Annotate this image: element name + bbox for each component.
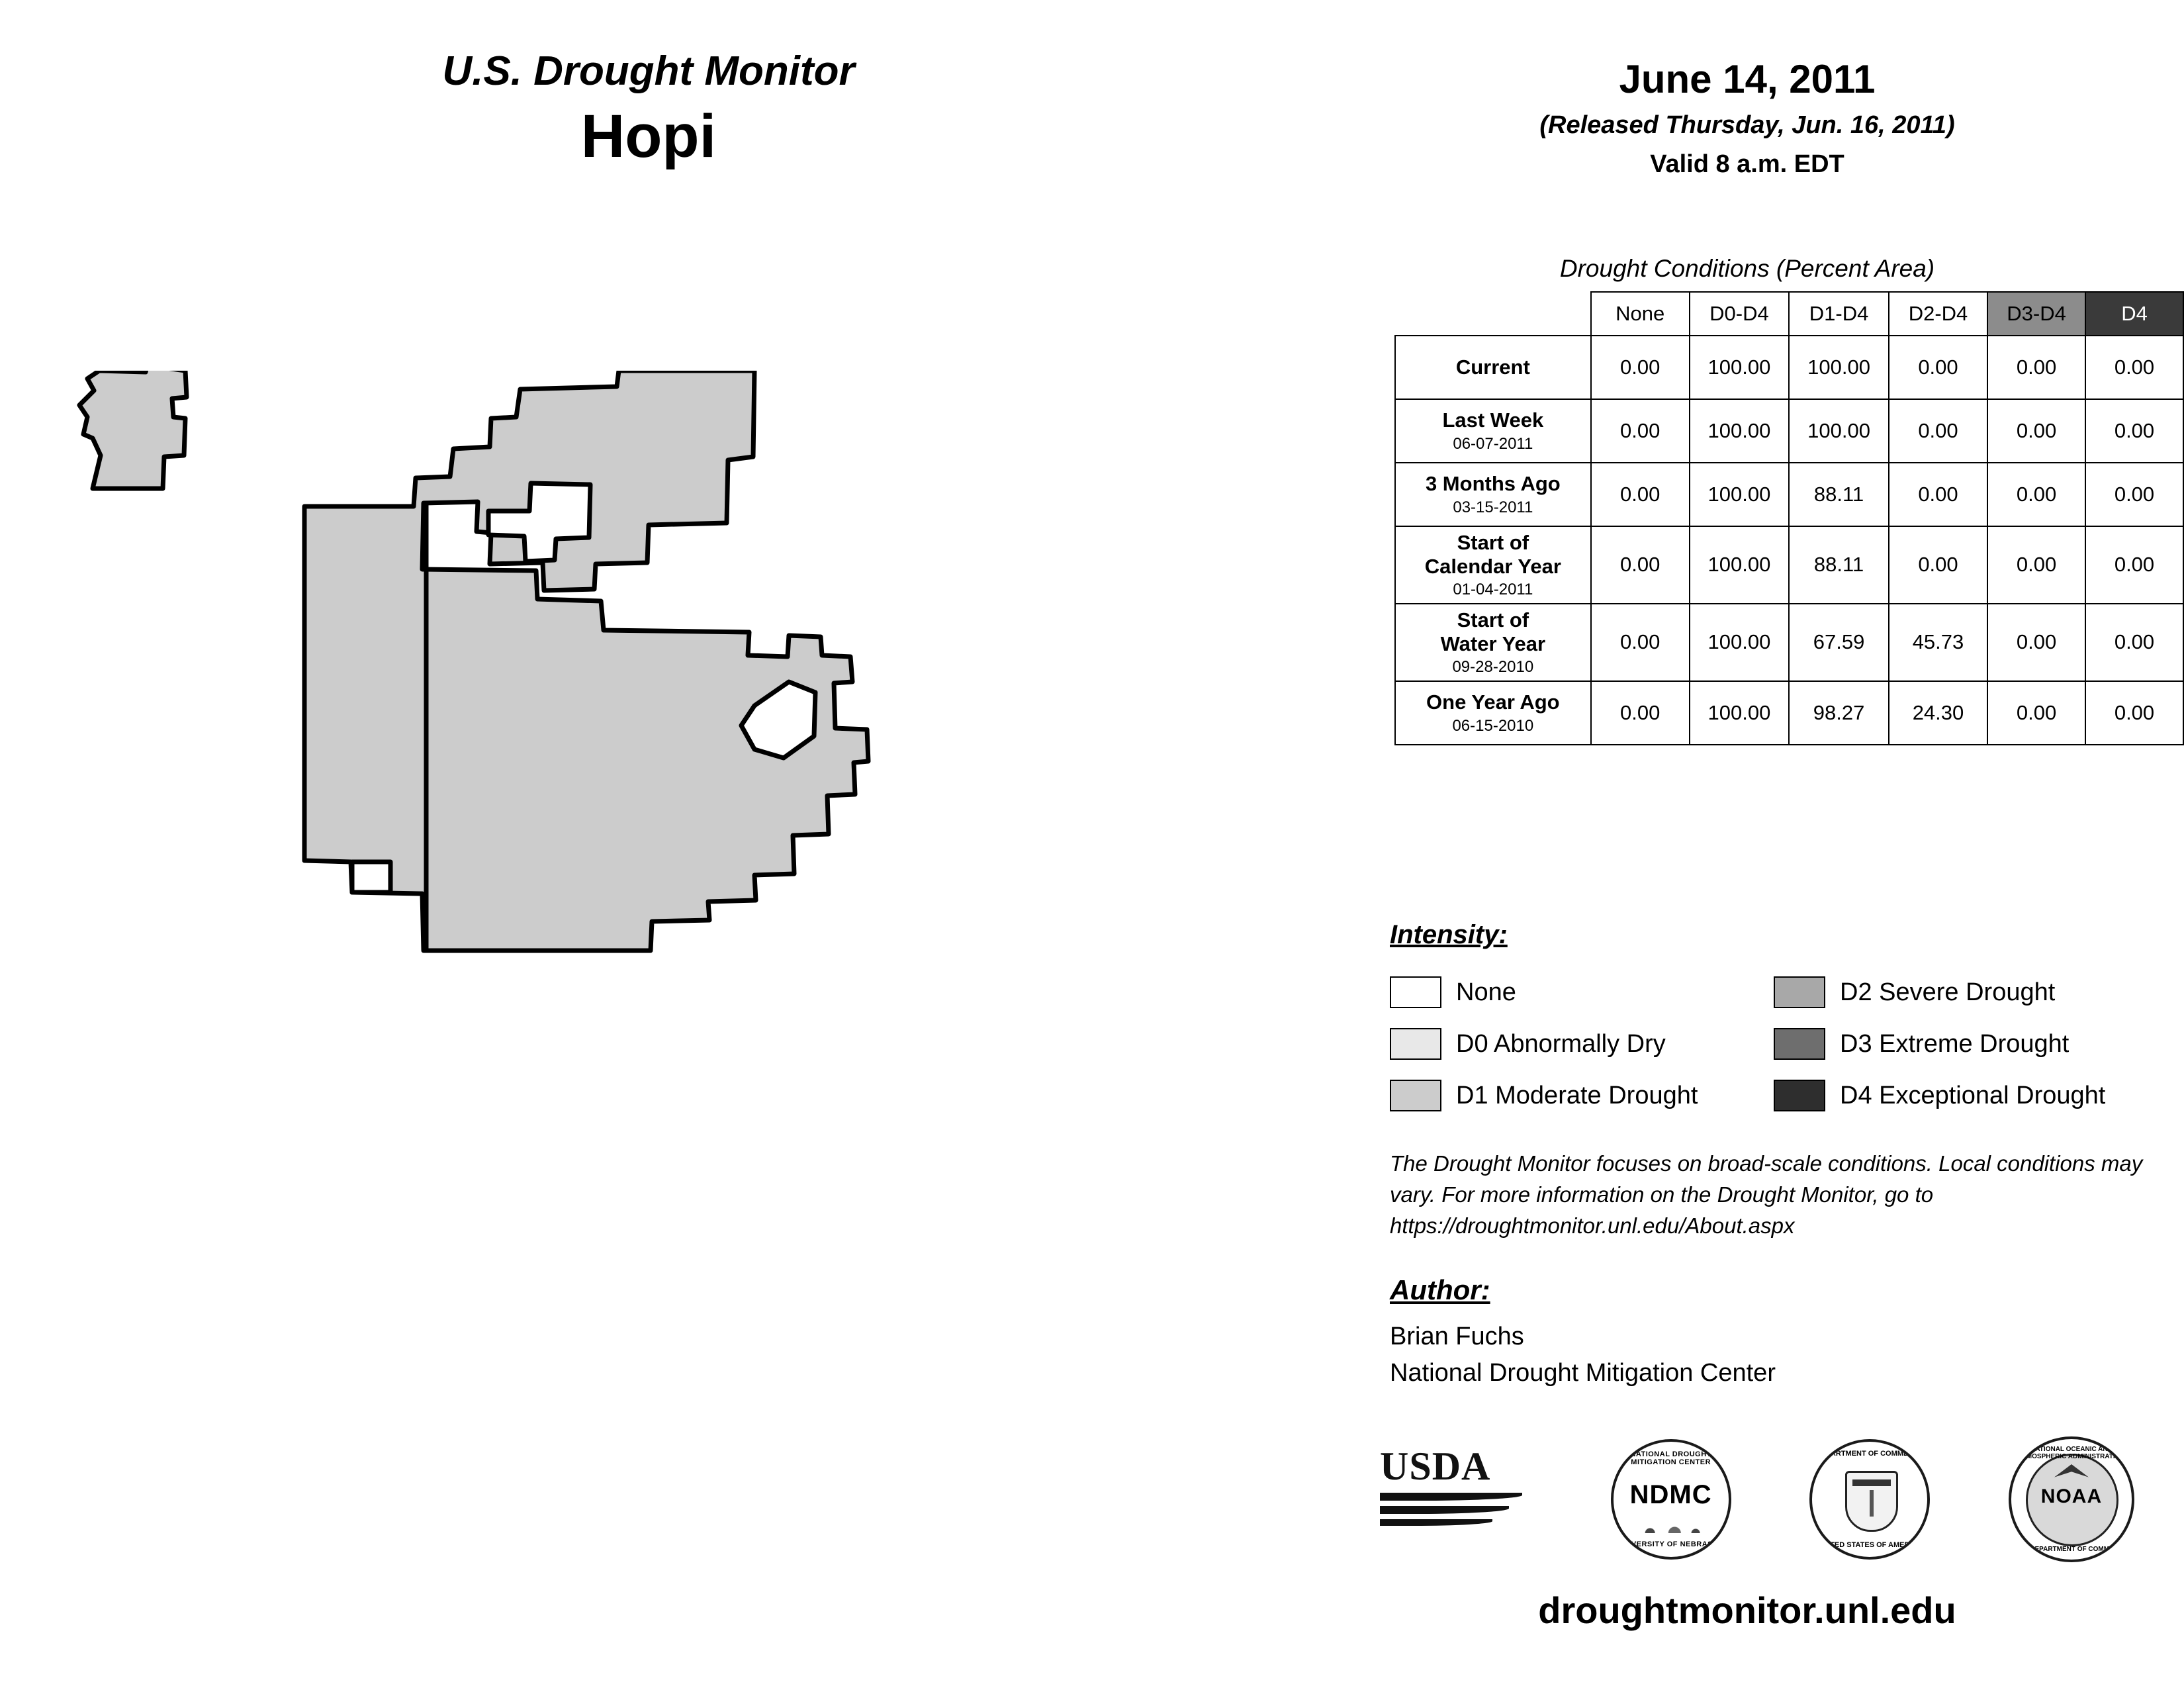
valid-time: Valid 8 a.m. EDT	[1650, 150, 1844, 178]
cell-wateryear-d3d4: 0.00	[1987, 604, 2085, 681]
legend-swatch-d0	[1390, 1028, 1441, 1060]
drought-map	[53, 371, 1350, 1628]
cell-3months-d2d4: 0.00	[1889, 463, 1987, 526]
column-header-d4: D4	[2085, 292, 2183, 336]
department-of-commerce-logo	[1809, 1439, 1930, 1560]
drought-conditions-table	[1394, 291, 2184, 745]
row-label-text-line1: Start of	[1457, 608, 1529, 632]
table-row	[1395, 681, 2183, 745]
cell-wateryear-d0d4: 100.00	[1690, 604, 1790, 681]
ndmc-ring-bottom-text: UNIVERSITY OF NEBRASKA	[1617, 1540, 1724, 1548]
legend-swatch-d2	[1774, 976, 1825, 1008]
doc-shield-icon	[1845, 1471, 1898, 1532]
row-label-text: One Year Ago	[1426, 690, 1560, 714]
program-title: U.S. Drought Monitor	[442, 48, 855, 94]
table-row	[1395, 399, 2183, 463]
cell-oneyear-d4: 0.00	[2085, 681, 2183, 745]
cell-wateryear-none: 0.00	[1591, 604, 1690, 681]
usda-swoosh-icon	[1380, 1490, 1522, 1527]
cell-calyear-d0d4: 100.00	[1690, 526, 1790, 604]
cell-current-d1d4: 100.00	[1789, 336, 1889, 399]
table-caption: Drought Conditions (Percent Area)	[1559, 255, 1935, 282]
row-label-text-line1: Start of	[1457, 531, 1529, 554]
row-label-three-months-ago	[1395, 463, 1591, 526]
usda-wordmark: USDA	[1380, 1444, 1491, 1488]
column-header-none: None	[1591, 292, 1690, 336]
cell-wateryear-d1d4: 67.59	[1789, 604, 1889, 681]
table-row	[1395, 463, 2183, 526]
column-header-d1d4: D1-D4	[1789, 292, 1889, 336]
cell-calyear-d1d4: 88.11	[1789, 526, 1889, 604]
cell-oneyear-d0d4: 100.00	[1690, 681, 1790, 745]
usda-logo	[1380, 1446, 1532, 1552]
row-label-start-water-year	[1395, 604, 1591, 681]
table-header-row	[1395, 292, 2183, 336]
row-label-text: Last Week	[1442, 408, 1544, 432]
cell-current-d4: 0.00	[2085, 336, 2183, 399]
author-heading: Author:	[1390, 1274, 1490, 1305]
row-label-date: 06-15-2010	[1452, 716, 1534, 735]
legend-item-none	[1390, 966, 1698, 1018]
author-affiliation: National Drought Mitigation Center	[1390, 1359, 1776, 1387]
legend-item-d0	[1390, 1018, 1698, 1070]
row-label-last-week	[1395, 399, 1591, 463]
noaa-seal-icon	[2009, 1436, 2134, 1562]
cell-3months-d0d4: 100.00	[1690, 463, 1790, 526]
legend-item-d4	[1774, 1070, 2105, 1121]
cell-calyear-none: 0.00	[1591, 526, 1690, 604]
legend-item-d1	[1390, 1070, 1698, 1121]
column-header-d0d4: D0-D4	[1690, 292, 1790, 336]
logo-strip	[1380, 1436, 2134, 1562]
column-header-d2d4: D2-D4	[1889, 292, 1987, 336]
legend-item-d3	[1774, 1018, 2105, 1070]
row-label-date: 09-28-2010	[1452, 658, 1534, 677]
cell-oneyear-d2d4: 24.30	[1889, 681, 1987, 745]
row-label-text-line2: Calendar Year	[1424, 554, 1561, 578]
table-row	[1395, 336, 2183, 399]
legend-column-left	[1390, 966, 1698, 1121]
table-corner-cell	[1395, 292, 1591, 336]
map-bottom-notch	[352, 862, 390, 892]
column-header-d3d4: D3-D4	[1987, 292, 2085, 336]
cell-lastweek-d3d4: 0.00	[1987, 399, 2085, 463]
row-label-one-year-ago	[1395, 681, 1591, 745]
cell-current-none: 0.00	[1591, 336, 1690, 399]
cell-lastweek-none: 0.00	[1591, 399, 1690, 463]
noaa-wordmark: NOAA	[2040, 1485, 2103, 1507]
legend-label-d3: D3 Extreme Drought	[1840, 1029, 2070, 1058]
noaa-ring-bottom-text: U.S. DEPARTMENT OF COMMERCE	[2015, 1546, 2128, 1553]
noaa-ring-top-text: NATIONAL OCEANIC AND ATMOSPHERIC ADMINISTRATION	[2018, 1446, 2125, 1460]
legend-swatch-d4	[1774, 1080, 1825, 1111]
map-svg	[53, 371, 1350, 1628]
cell-oneyear-none: 0.00	[1591, 681, 1690, 745]
cell-calyear-d4: 0.00	[2085, 526, 2183, 604]
row-label-date: 01-04-2011	[1453, 581, 1533, 599]
ndmc-seal-icon	[1611, 1439, 1731, 1560]
date-block	[1357, 56, 2138, 179]
ndmc-ring-top-text: NATIONAL DROUGHT MITIGATION CENTER	[1630, 1450, 1711, 1466]
disclaimer-text: The Drought Monitor focuses on broad-scale conditions. Local conditions may vary. For more information on the Drought Monitor, go to https://droughtmonitor.unl.edu/About.aspx	[1390, 1151, 2143, 1238]
ndmc-wordmark: NDMC	[1629, 1480, 1712, 1509]
map-date: June 14, 2011	[1619, 57, 1876, 101]
ndmc-wave-icon	[1636, 1513, 1706, 1533]
legend-swatch-none	[1390, 976, 1441, 1008]
cell-3months-d1d4: 88.11	[1789, 463, 1889, 526]
cell-lastweek-d0d4: 100.00	[1690, 399, 1790, 463]
legend-label-none: None	[1456, 978, 1516, 1006]
cell-current-d0d4: 100.00	[1690, 336, 1790, 399]
row-label-text: 3 Months Ago	[1425, 472, 1561, 496]
row-label-date: 06-07-2011	[1453, 435, 1533, 453]
doc-ring-top-text: DEPARTMENT OF COMMERCE	[1816, 1450, 1924, 1458]
cell-lastweek-d2d4: 0.00	[1889, 399, 1987, 463]
cell-3months-d4: 0.00	[2085, 463, 2183, 526]
row-label-text-line2: Water Year	[1440, 632, 1546, 655]
cell-oneyear-d3d4: 0.00	[1987, 681, 2085, 745]
author-block	[1390, 1319, 1776, 1391]
cell-3months-d3d4: 0.00	[1987, 463, 2085, 526]
legend-label-d2: D2 Severe Drought	[1840, 978, 2056, 1006]
row-label-text: Current	[1455, 355, 1530, 379]
row-label-current	[1395, 336, 1591, 399]
cell-3months-none: 0.00	[1591, 463, 1690, 526]
map-region-hopi-west-parcel	[79, 371, 187, 489]
legend-label-d1: D1 Moderate Drought	[1456, 1081, 1698, 1109]
legend-column-right	[1774, 966, 2105, 1121]
cell-current-d2d4: 0.00	[1889, 336, 1987, 399]
release-date: (Released Thursday, Jun. 16, 2011)	[1539, 111, 1955, 139]
legend-item-d2	[1774, 966, 2105, 1018]
table-row	[1395, 604, 2183, 681]
legend-label-d4: D4 Exceptional Drought	[1840, 1081, 2106, 1109]
cell-calyear-d2d4: 0.00	[1889, 526, 1987, 604]
cell-wateryear-d2d4: 45.73	[1889, 604, 1987, 681]
cell-lastweek-d4: 0.00	[2085, 399, 2183, 463]
doc-seal-icon	[1809, 1439, 1930, 1560]
legend-label-d0: D0 Abnormally Dry	[1456, 1029, 1666, 1058]
cell-current-d3d4: 0.00	[1987, 336, 2085, 399]
noaa-logo	[2009, 1436, 2134, 1562]
author-name: Brian Fuchs	[1390, 1323, 1524, 1350]
row-label-date: 03-15-2011	[1453, 498, 1533, 517]
legend-swatch-d3	[1774, 1028, 1825, 1060]
doc-ring-bottom-text: UNITED STATES OF AMERICA	[1817, 1541, 1923, 1549]
cell-lastweek-d1d4: 100.00	[1789, 399, 1889, 463]
intensity-heading: Intensity:	[1390, 920, 1508, 949]
footer-url: droughtmonitor.unl.edu	[1538, 1589, 1956, 1631]
title-block	[285, 50, 1013, 169]
ndmc-logo	[1611, 1439, 1731, 1560]
table-row	[1395, 526, 2183, 604]
cell-oneyear-d1d4: 98.27	[1789, 681, 1889, 745]
cell-wateryear-d4: 0.00	[2085, 604, 2183, 681]
page-title: Hopi	[580, 103, 717, 171]
row-label-start-calendar-year	[1395, 526, 1591, 604]
cell-calyear-d3d4: 0.00	[1987, 526, 2085, 604]
legend-swatch-d1	[1390, 1080, 1441, 1111]
